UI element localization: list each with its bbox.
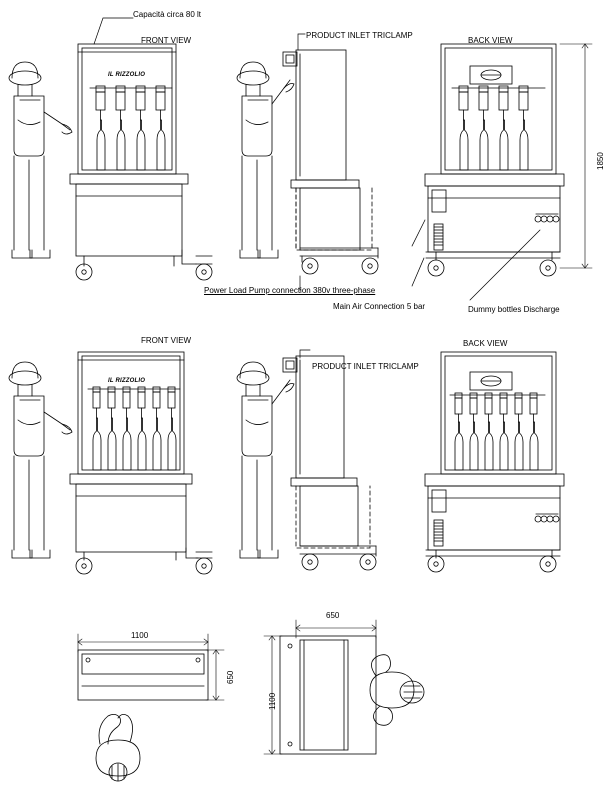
filling-heads-row2-back xyxy=(450,393,545,422)
label-back-view-top: BACK VIEW xyxy=(468,36,513,45)
dimension-1850 xyxy=(560,44,592,268)
label-product-inlet-mid: PRODUCT INLET TRICLAMP xyxy=(312,362,419,371)
filling-heads-row1-back xyxy=(452,86,545,120)
front-view-6-head-group xyxy=(70,352,212,574)
plan-view-side-group xyxy=(264,620,376,754)
side-view-6-head-group xyxy=(283,350,376,570)
operator-plan-figure-right xyxy=(370,655,424,726)
dimension-label-1100: 1100 xyxy=(131,631,149,640)
front-view-4-head-group xyxy=(70,18,212,280)
label-back-view-mid: BACK VIEW xyxy=(463,339,508,348)
bottles-row1-back xyxy=(460,120,528,170)
side-view-4-head-group xyxy=(283,34,378,274)
label-front-view-top: FRONT VIEW xyxy=(141,36,192,45)
dimension-label-650-right: 650 xyxy=(226,670,235,684)
label-main-air: Main Air Connection 5 bar xyxy=(333,302,426,311)
bottles-row1-front xyxy=(97,120,165,170)
label-front-view-mid: FRONT VIEW xyxy=(141,336,192,345)
air-connection-hatch-row2 xyxy=(434,520,443,546)
dimension-label-1850: 1850 xyxy=(596,152,605,170)
operator-plan-figure-left xyxy=(96,714,140,781)
operator-figure-row2-left xyxy=(9,362,72,558)
operator-figure-row2-middle xyxy=(237,362,294,558)
label-product-inlet-top: PRODUCT INLET TRICLAMP xyxy=(306,31,413,40)
back-view-4-head-group xyxy=(425,44,564,276)
bottles-row2-back xyxy=(455,422,538,470)
bottles-row2-front xyxy=(93,418,176,470)
dimension-label-1100-plan: 1100 xyxy=(268,692,277,710)
back-view-6-head-group xyxy=(425,352,564,572)
filling-heads-row2-front xyxy=(88,387,180,418)
brand-logo-front-row1: IL RIZZOLIO xyxy=(108,72,146,78)
dummy-bottles-discharge xyxy=(535,214,559,222)
dimension-label-650-top: 650 xyxy=(326,611,340,620)
label-power-load: Power Load Pump connection 380v three-phase xyxy=(204,286,376,295)
operator-figure-row1-middle xyxy=(237,62,294,258)
filling-heads-row1-front xyxy=(90,86,172,120)
brand-logo-front-row2: IL RIZZOLIO xyxy=(108,378,146,384)
air-connection-hatch xyxy=(434,224,443,250)
label-capacity: Capacità circa 80 lt xyxy=(133,10,202,19)
operator-figure-row1-left xyxy=(9,62,72,258)
plan-view-front-group xyxy=(78,634,224,700)
label-dummy-bottles: Dummy bottles Discharge xyxy=(468,305,560,314)
dummy-bottles-discharge-row2 xyxy=(535,514,559,522)
